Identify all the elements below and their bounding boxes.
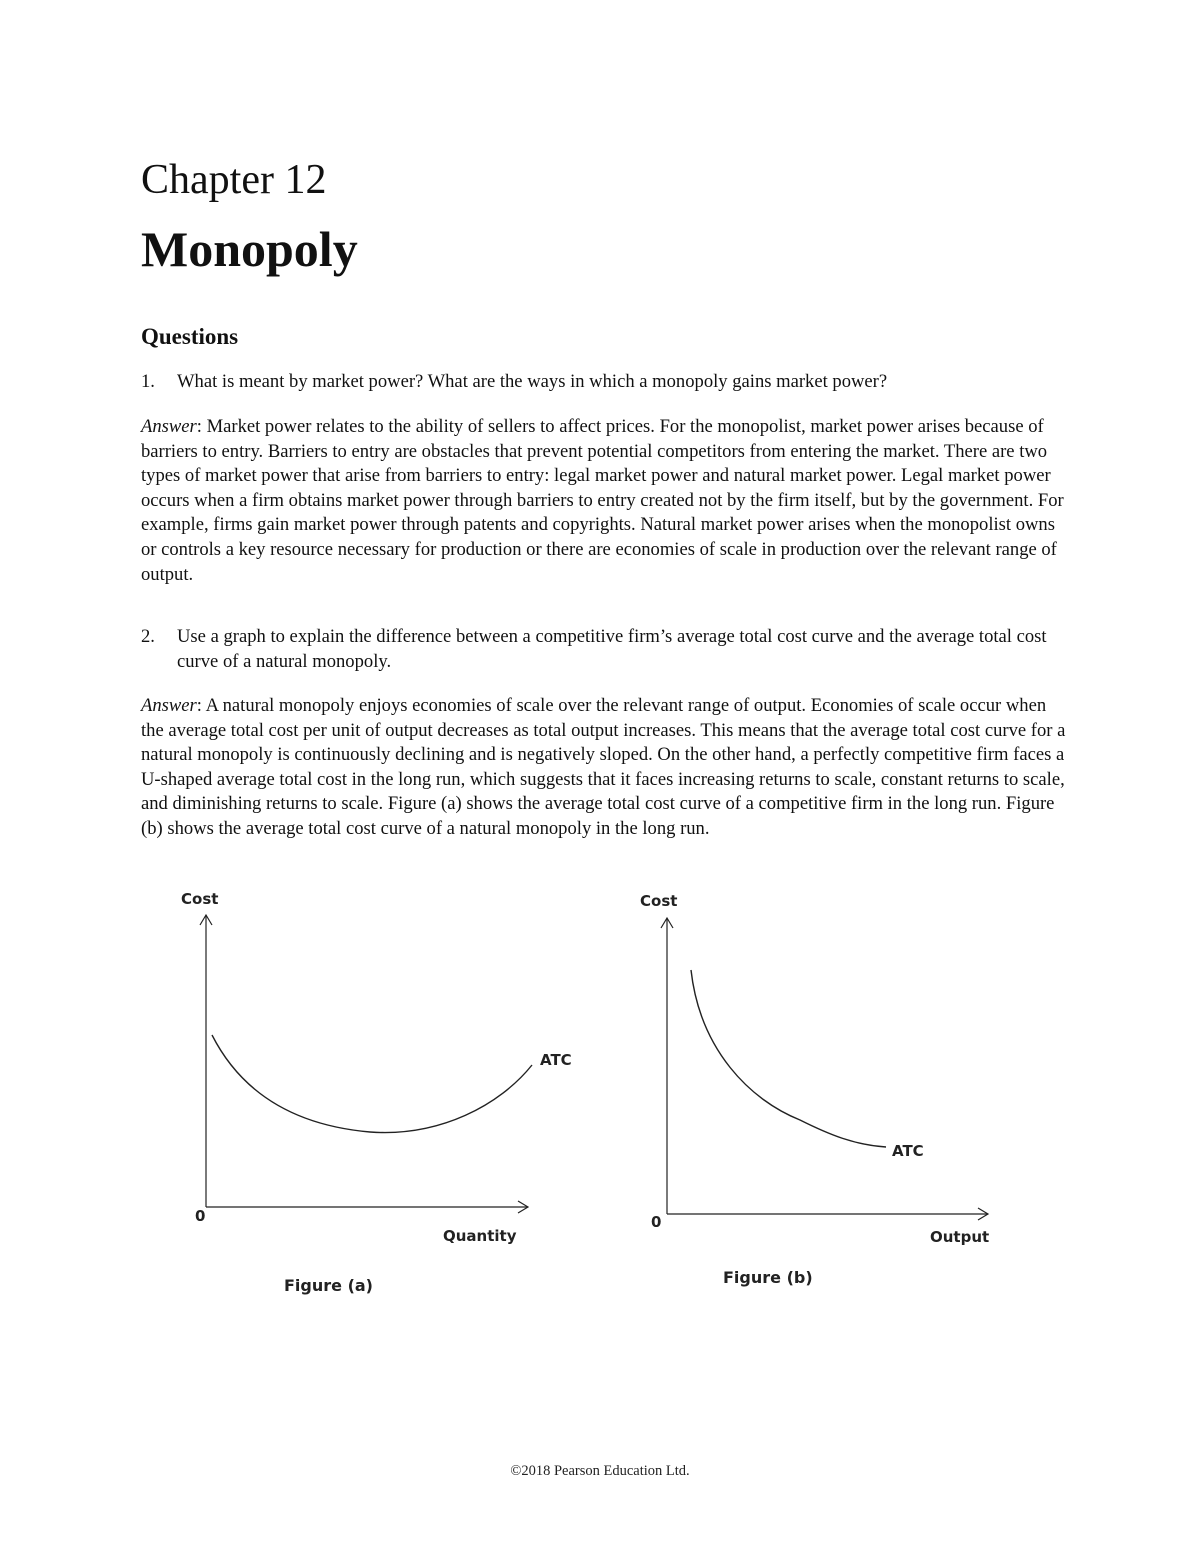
answer-label: Answer	[141, 416, 197, 437]
figure-caption: Figure (a)	[284, 1276, 373, 1295]
curve-label: ATC	[892, 1142, 924, 1160]
figure-a-graph	[170, 885, 590, 1215]
question-text: Use a graph to explain the difference between a competitive firm’s average total cost curve and the average total cost curve of a natural monopoly.	[177, 626, 1047, 672]
answer-label: Answer	[141, 695, 197, 716]
chapter-title: Monopoly	[141, 221, 358, 277]
x-axis-label: Output	[930, 1228, 990, 1246]
figure-a	[170, 885, 590, 1225]
answer-2	[141, 694, 1066, 842]
origin-label: 0	[651, 1213, 662, 1231]
chapter-number: Chapter 12	[141, 157, 327, 203]
copyright-footer: ©2018 Pearson Education Ltd.	[510, 1463, 690, 1479]
x-axis-label: Quantity	[443, 1227, 517, 1245]
question-number: 2.	[141, 626, 155, 647]
question-number: 1.	[141, 371, 155, 392]
figure-b-graph	[630, 890, 1010, 1230]
curve-label: ATC	[540, 1051, 572, 1069]
answer-text: : Market power relates to the ability of sellers to affect prices. For the monopolist, market power arises because of barriers to entry. Barriers to entry are obstacles that prevent potential competitors from entering the market. There are two types of market power that arise from barriers to entry: legal market power and natural market power. Legal market power occurs when a firm obtains market power through barriers to entry created not by the firm itself, but by the government. For example, firms gain market power through patents and copyrights. Natural market power arises when the monopolist owns or controls a key resource necessary for production or there are economies of scale in production over the relevant range of output.	[141, 416, 1064, 585]
question-2	[141, 625, 1061, 674]
answer-1	[141, 415, 1066, 587]
question-text: What is meant by market power? What are the ways in which a monopoly gains market power?	[177, 371, 888, 392]
answer-text: : A natural monopoly enjoys economies of scale over the relevant range of output. Economies of scale occur when the average total cost per unit of output decreases as total output increases. This means that the average total cost curve for a natural monopoly is continuously declining and is negatively sloped. On the other hand, a perfectly competitive firm faces a U-shaped average total cost in the long run, which suggests that it faces increasing returns to scale, constant returns to scale, and diminishing returns to scale. Figure (a) shows the average total cost curve of a competitive firm in the long run. Figure (b) shows the average total cost curve of a natural monopoly in the long run.	[141, 695, 1066, 839]
origin-label: 0	[195, 1207, 206, 1225]
figure-caption: Figure (b)	[723, 1268, 813, 1287]
section-heading: Questions	[141, 324, 239, 349]
y-axis-label: Cost	[181, 890, 219, 908]
atc-curve	[691, 970, 886, 1147]
y-axis-label: Cost	[640, 892, 678, 910]
atc-curve	[212, 1035, 532, 1133]
figure-b	[630, 890, 1010, 1230]
question-1	[141, 370, 1061, 395]
